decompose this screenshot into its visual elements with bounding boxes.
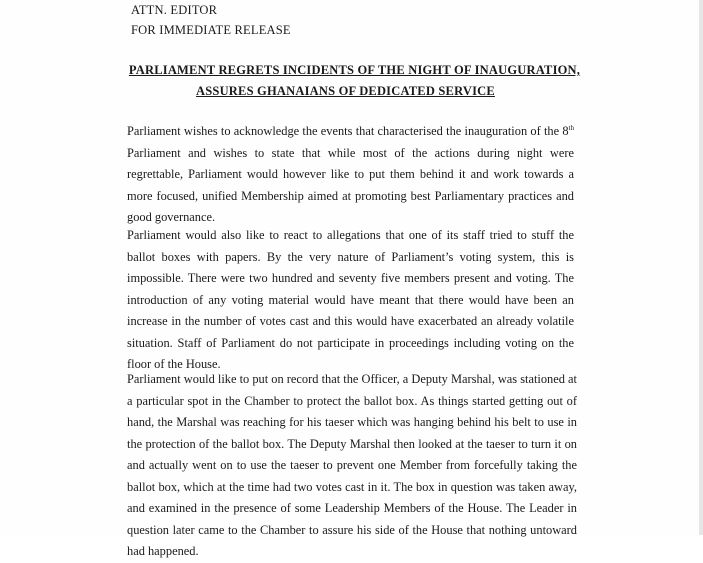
paragraph-2: Parliament would also like to react to allegations that one of its staff tried to stuff the ballot boxes with papers. By the very nature of Parliament’s voting system, this is impossible. There were two hundred and seventy five members present and voting. The introduction of any voting material would have meant that there would have been an increase in the number of votes cast and this would have exacerbated an already volatile situation. Staff of Parliament do not participate in proceedings including voting on the floor of the House. [127,228,574,371]
immediate-release-line: FOR IMMEDIATE RELEASE [131,23,291,37]
attn-editor-line: ATTN. EDITOR [131,3,218,17]
paragraph-1 [127,121,574,229]
paragraph-3: Parliament would like to put on record that the Officer, a Deputy Marshal, was stationed at a particular spot in the Chamber to protect the ballot box. As things started getting out of hand, the Marshal was reaching for his taeser which was hanging behind his belt to use in the protection of the ballot box. The Deputy Marshal then looked at the taeser to turn it on and actually went on to use the taeser to prevent one Member from forcefully taking the ballot box, which at the time had two votes cast in it. The box in question was taken away, and examined in the presence of some Leadership Members of the House. The Leader in question later came to the Chamber to assure his side of the House that nothing untoward had happened. [127,372,577,558]
paragraph-1-text-a: Parliament wishes to acknowledge the events that characterised the inauguration of the 8 [127,124,569,138]
paragraph-1-text-b: Parliament and wishes to state that while most of the actions during night were regrettable, Parliament would however like to put them behind it and work towards a more focused, unified Membership aimed at promoting best Parliamentary practices and good governance. [127,145,574,224]
ordinal-suffix: th [568,123,574,132]
page-edge [699,0,703,535]
headline-line-1: PARLIAMENT REGRETS INCIDENTS OF THE NIGHT OF INAUGURATION, [128,63,581,77]
headline-line-2: ASSURES GHANAIANS OF DEDICATED SERVICE [196,84,495,98]
